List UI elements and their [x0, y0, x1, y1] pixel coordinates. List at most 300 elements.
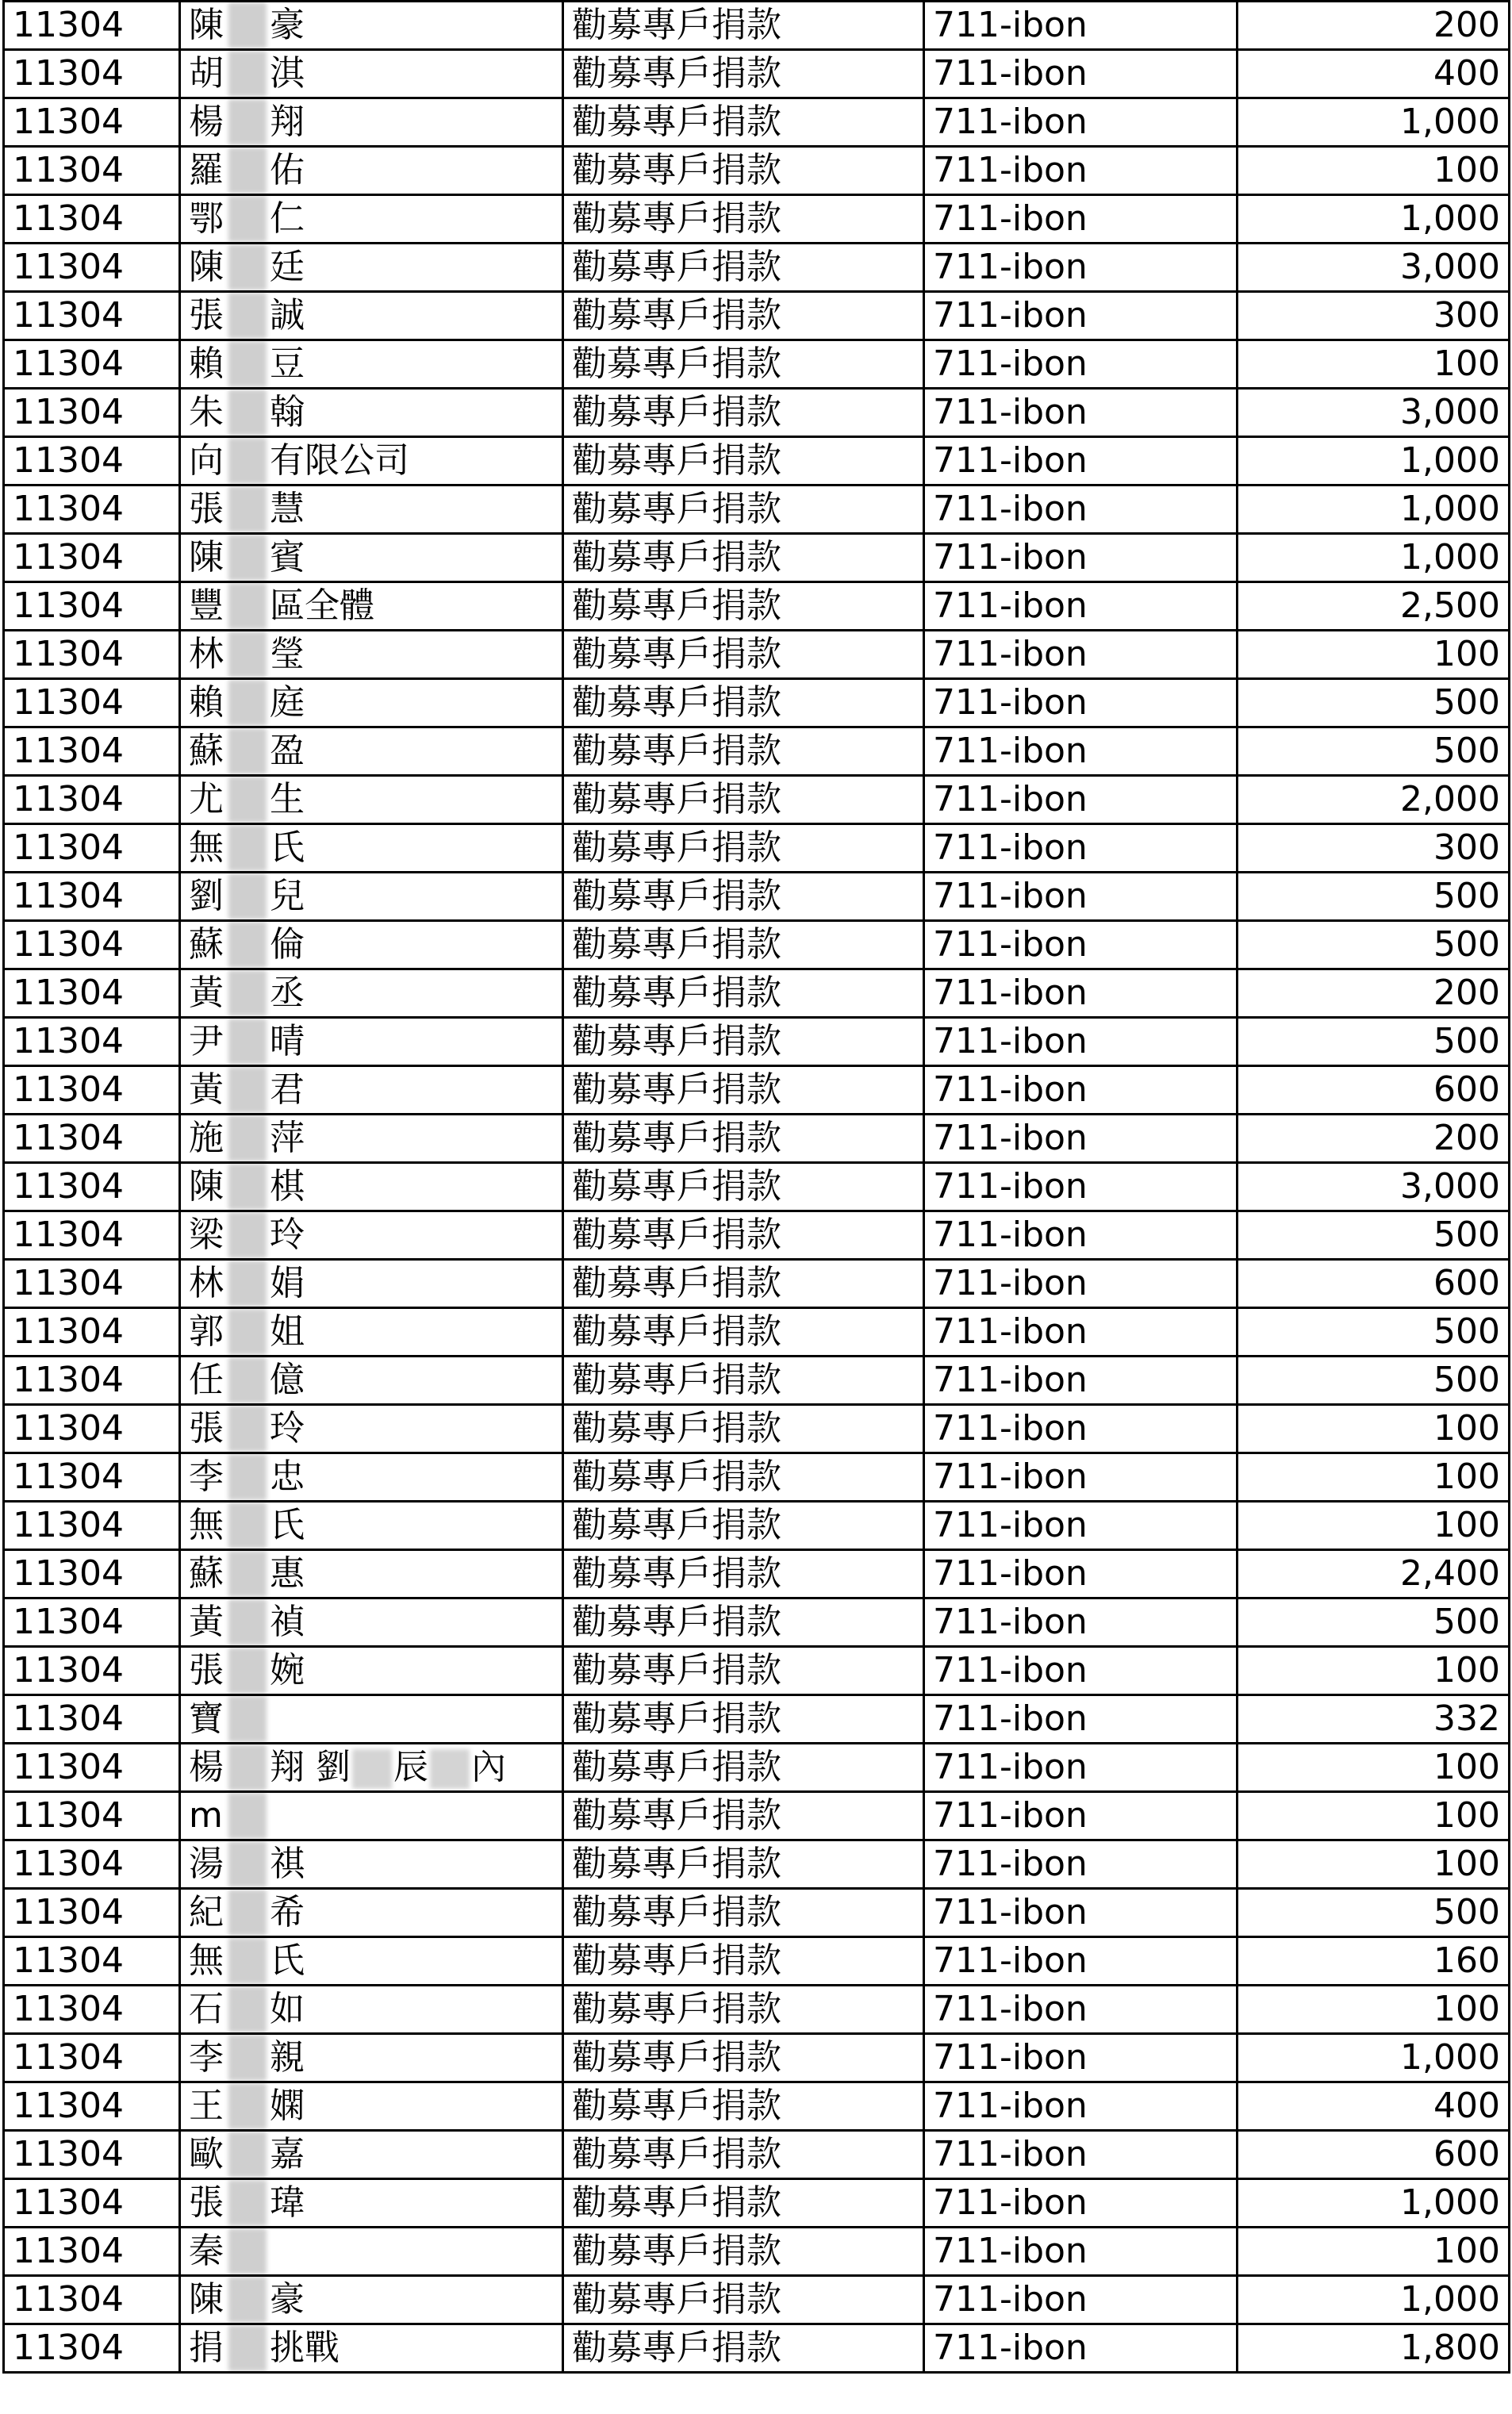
donor-name-cell: [180, 1744, 563, 1792]
channel-cell: 711-ibon: [924, 1986, 1238, 2034]
privacy-mask: [228, 1890, 267, 1936]
donor-surname: 豐: [189, 585, 224, 626]
period-cell: 11304: [4, 2324, 180, 2373]
donor-given-name: 萍: [270, 1118, 305, 1158]
amount-cell: 500: [1238, 679, 1510, 727]
donation-type-cell: 勸募專戶捐款: [563, 631, 924, 679]
donor-given-name: 君: [270, 1069, 305, 1110]
privacy-mask: [228, 728, 267, 774]
period-cell: 11304: [4, 1889, 180, 1937]
table-row: [4, 244, 1510, 292]
channel-cell: 711-ibon: [924, 1308, 1238, 1357]
period-cell: 11304: [4, 969, 180, 1018]
table-row: [4, 1115, 1510, 1163]
privacy-mask: [228, 1454, 267, 1500]
period-cell: 11304: [4, 2131, 180, 2179]
donor-given-name: 億: [270, 1360, 305, 1400]
amount-cell: 100: [1238, 1647, 1510, 1695]
period-cell: 11304: [4, 1937, 180, 1986]
donation-type-cell: 勸募專戶捐款: [563, 437, 924, 485]
donor-given-name: 氏: [270, 1505, 305, 1545]
donation-type-cell: 勸募專戶捐款: [563, 1840, 924, 1889]
table-row: [4, 534, 1510, 582]
amount-cell: 500: [1238, 1598, 1510, 1647]
donor-name-cell: [180, 1115, 563, 1163]
donor-surname: 寶: [189, 1698, 224, 1739]
amount-cell: 400: [1238, 2082, 1510, 2131]
donation-type-cell: 勸募專戶捐款: [563, 1986, 924, 2034]
channel-cell: 711-ibon: [924, 1211, 1238, 1260]
privacy-mask: [228, 873, 267, 919]
period-cell: 11304: [4, 776, 180, 824]
privacy-mask: [228, 2, 267, 48]
donor-name-cell: [180, 1502, 563, 1550]
donor-name-cell: [180, 1840, 563, 1889]
period-cell: 11304: [4, 50, 180, 98]
privacy-mask: [228, 631, 267, 677]
channel-cell: 711-ibon: [924, 776, 1238, 824]
period-cell: 11304: [4, 1115, 180, 1163]
donor-surname: 陳: [189, 247, 224, 287]
amount-cell: 500: [1238, 727, 1510, 776]
channel-cell: 711-ibon: [924, 1405, 1238, 1453]
channel-cell: 711-ibon: [924, 2276, 1238, 2324]
privacy-mask: [352, 1749, 392, 1789]
privacy-mask: [228, 1696, 267, 1742]
channel-cell: 711-ibon: [924, 727, 1238, 776]
donation-type-cell: 勸募專戶捐款: [563, 1260, 924, 1308]
amount-cell: 1,000: [1238, 534, 1510, 582]
table-row: [4, 921, 1510, 969]
table-row: [4, 1163, 1510, 1211]
channel-cell: 711-ibon: [924, 2, 1238, 50]
table-row: [4, 2324, 1510, 2373]
donor-given-name: 淇: [270, 53, 305, 94]
channel-cell: 711-ibon: [924, 1066, 1238, 1115]
amount-cell: 1,000: [1238, 98, 1510, 147]
donation-type-cell: 勸募專戶捐款: [563, 824, 924, 873]
donor-surname: m: [189, 1795, 223, 1836]
period-cell: 11304: [4, 340, 180, 389]
privacy-mask: [228, 148, 267, 194]
channel-cell: 711-ibon: [924, 98, 1238, 147]
table-row: [4, 1744, 1510, 1792]
donor-name-cell: [180, 1550, 563, 1598]
donor-given-name: 賓: [270, 537, 305, 578]
donor-surname: 張: [189, 489, 224, 529]
donor-surname: 陳: [189, 537, 224, 578]
donor-given-name: 豆: [270, 343, 305, 384]
donor-given-name: 翔: [270, 102, 305, 142]
donor-given-name: 翔 劉: [270, 1747, 351, 1787]
donor-name-cell: [180, 727, 563, 776]
donor-name-cell: [180, 1986, 563, 2034]
period-cell: 11304: [4, 824, 180, 873]
donor-name-cell: [180, 292, 563, 340]
table-row: [4, 2034, 1510, 2082]
table-row: [4, 1550, 1510, 1598]
donation-type-cell: 勸募專戶捐款: [563, 340, 924, 389]
donor-name-cell: [180, 1163, 563, 1211]
channel-cell: 711-ibon: [924, 1502, 1238, 1550]
donor-name-cell: [180, 1308, 563, 1357]
donor-name-cell: [180, 2179, 563, 2228]
donor-name-fragment: 內: [471, 1747, 506, 1787]
channel-cell: 711-ibon: [924, 147, 1238, 195]
donor-given-name: 嫻: [270, 2086, 305, 2126]
donor-given-name: 希: [270, 1892, 305, 1932]
donor-surname: 黃: [189, 1602, 224, 1642]
amount-cell: 3,000: [1238, 1163, 1510, 1211]
channel-cell: 711-ibon: [924, 2131, 1238, 2179]
period-cell: 11304: [4, 534, 180, 582]
donor-given-name: 盈: [270, 731, 305, 771]
privacy-mask: [228, 922, 267, 968]
table-row: [4, 1647, 1510, 1695]
donor-name-cell: [180, 1792, 563, 1840]
donor-given-name: 有限公司: [270, 440, 409, 481]
amount-cell: 100: [1238, 147, 1510, 195]
privacy-mask: [228, 1503, 267, 1549]
amount-cell: 300: [1238, 292, 1510, 340]
donation-type-cell: 勸募專戶捐款: [563, 2082, 924, 2131]
donor-name-cell: [180, 1357, 563, 1405]
period-cell: 11304: [4, 1066, 180, 1115]
donation-type-cell: 勸募專戶捐款: [563, 98, 924, 147]
channel-cell: 711-ibon: [924, 1695, 1238, 1744]
amount-cell: 200: [1238, 969, 1510, 1018]
privacy-mask: [228, 2132, 267, 2178]
donor-surname: 歐: [189, 2134, 224, 2174]
amount-cell: 200: [1238, 1115, 1510, 1163]
donor-surname: 湯: [189, 1844, 224, 1884]
amount-cell: 100: [1238, 2228, 1510, 2276]
table-row: [4, 1018, 1510, 1066]
donor-name-cell: [180, 2228, 563, 2276]
donation-type-cell: 勸募專戶捐款: [563, 969, 924, 1018]
donor-surname: 鄂: [189, 198, 224, 239]
period-cell: 11304: [4, 1308, 180, 1357]
table-row: [4, 1840, 1510, 1889]
donation-type-cell: 勸募專戶捐款: [563, 2, 924, 50]
donation-type-cell: 勸募專戶捐款: [563, 2228, 924, 2276]
channel-cell: 711-ibon: [924, 679, 1238, 727]
donor-surname: 林: [189, 1263, 224, 1303]
donation-type-cell: 勸募專戶捐款: [563, 1502, 924, 1550]
donor-surname: 捐: [189, 2328, 224, 2368]
amount-cell: 1,800: [1238, 2324, 1510, 2373]
amount-cell: 400: [1238, 50, 1510, 98]
period-cell: 11304: [4, 485, 180, 534]
donor-surname: 無: [189, 827, 224, 868]
period-cell: 11304: [4, 98, 180, 147]
table-row: [4, 1598, 1510, 1647]
donor-name-cell: [180, 1066, 563, 1115]
period-cell: 11304: [4, 1647, 180, 1695]
table-row: [4, 1357, 1510, 1405]
donor-given-name: 庭: [270, 682, 305, 723]
donor-surname: 秦: [189, 2231, 224, 2271]
channel-cell: 711-ibon: [924, 1018, 1238, 1066]
channel-cell: 711-ibon: [924, 50, 1238, 98]
donation-ledger-table: [2, 0, 1510, 2374]
channel-cell: 711-ibon: [924, 2324, 1238, 2373]
donor-name-cell: [180, 1211, 563, 1260]
amount-cell: 500: [1238, 1211, 1510, 1260]
privacy-mask: [228, 970, 267, 1016]
donation-type-cell: 勸募專戶捐款: [563, 679, 924, 727]
privacy-mask: [228, 51, 267, 97]
period-cell: 11304: [4, 631, 180, 679]
privacy-mask: [228, 777, 267, 823]
period-cell: 11304: [4, 147, 180, 195]
channel-cell: 711-ibon: [924, 292, 1238, 340]
donor-name-cell: [180, 1889, 563, 1937]
privacy-mask: [228, 1406, 267, 1452]
table-row: [4, 2, 1510, 50]
amount-cell: 1,000: [1238, 2276, 1510, 2324]
channel-cell: 711-ibon: [924, 1889, 1238, 1937]
donor-name-cell: [180, 631, 563, 679]
donor-name-cell: [180, 485, 563, 534]
channel-cell: 711-ibon: [924, 2034, 1238, 2082]
privacy-mask: [228, 1648, 267, 1694]
donor-given-name: 區全體: [270, 585, 374, 626]
donor-given-name: 禎: [270, 1602, 305, 1642]
channel-cell: 711-ibon: [924, 1357, 1238, 1405]
donation-type-cell: 勸募專戶捐款: [563, 1792, 924, 1840]
donor-surname: 陳: [189, 5, 224, 45]
donation-type-cell: 勸募專戶捐款: [563, 1695, 924, 1744]
donor-name-cell: [180, 921, 563, 969]
privacy-mask: [228, 1841, 267, 1887]
period-cell: 11304: [4, 727, 180, 776]
donor-given-name: 晴: [270, 1021, 305, 1061]
amount-cell: 100: [1238, 1792, 1510, 1840]
donor-surname: 任: [189, 1360, 224, 1400]
donor-given-name: 仁: [270, 198, 305, 239]
donor-given-name: 玲: [270, 1408, 305, 1449]
channel-cell: 711-ibon: [924, 1115, 1238, 1163]
period-cell: 11304: [4, 244, 180, 292]
amount-cell: 2,500: [1238, 582, 1510, 631]
table-row: [4, 1453, 1510, 1502]
donor-name-cell: [180, 534, 563, 582]
privacy-mask: [228, 1019, 267, 1065]
amount-cell: 100: [1238, 1840, 1510, 1889]
table-row: [4, 1066, 1510, 1115]
privacy-mask: [228, 825, 267, 871]
donor-surname: 施: [189, 1118, 224, 1158]
table-row: [4, 1695, 1510, 1744]
donor-given-name: 生: [270, 779, 305, 819]
privacy-mask: [228, 2083, 267, 2129]
donation-type-cell: 勸募專戶捐款: [563, 1453, 924, 1502]
donor-given-name: 娟: [270, 1263, 305, 1303]
donation-type-cell: 勸募專戶捐款: [563, 1405, 924, 1453]
channel-cell: 711-ibon: [924, 969, 1238, 1018]
channel-cell: 711-ibon: [924, 1453, 1238, 1502]
amount-cell: 100: [1238, 340, 1510, 389]
channel-cell: 711-ibon: [924, 340, 1238, 389]
donor-surname: 李: [189, 1456, 224, 1497]
privacy-mask: [228, 2228, 267, 2274]
donation-type-cell: 勸募專戶捐款: [563, 2276, 924, 2324]
privacy-mask: [228, 2325, 267, 2371]
channel-cell: 711-ibon: [924, 631, 1238, 679]
donor-surname: 石: [189, 1989, 224, 2029]
table-row: [4, 2179, 1510, 2228]
donation-type-cell: 勸募專戶捐款: [563, 1115, 924, 1163]
privacy-mask: [228, 1309, 267, 1355]
donor-given-name: 氏: [270, 827, 305, 868]
privacy-mask: [228, 196, 267, 242]
donation-type-cell: 勸募專戶捐款: [563, 2324, 924, 2373]
amount-cell: 1,000: [1238, 195, 1510, 244]
period-cell: 11304: [4, 921, 180, 969]
privacy-mask: [228, 99, 267, 145]
table-row: [4, 1211, 1510, 1260]
donor-surname: 蘇: [189, 731, 224, 771]
channel-cell: 711-ibon: [924, 389, 1238, 437]
table-row: [4, 1502, 1510, 1550]
donation-type-cell: 勸募專戶捐款: [563, 1937, 924, 1986]
donation-type-cell: 勸募專戶捐款: [563, 1889, 924, 1937]
donation-type-cell: 勸募專戶捐款: [563, 727, 924, 776]
donation-type-cell: 勸募專戶捐款: [563, 485, 924, 534]
donor-given-name: 翰: [270, 392, 305, 432]
donor-surname: 賴: [189, 343, 224, 384]
donor-name-cell: [180, 1695, 563, 1744]
channel-cell: 711-ibon: [924, 873, 1238, 921]
donor-name-cell: [180, 1405, 563, 1453]
donor-given-name: 豪: [270, 5, 305, 45]
donor-name-cell: [180, 389, 563, 437]
table-row: [4, 679, 1510, 727]
donor-name-cell: [180, 1453, 563, 1502]
privacy-mask: [228, 1599, 267, 1645]
period-cell: 11304: [4, 1986, 180, 2034]
table-row: [4, 2228, 1510, 2276]
table-row: [4, 1405, 1510, 1453]
privacy-mask: [228, 1164, 267, 1210]
period-cell: 11304: [4, 2034, 180, 2082]
privacy-mask: [228, 1261, 267, 1307]
privacy-mask: [228, 2035, 267, 2081]
channel-cell: 711-ibon: [924, 2082, 1238, 2131]
amount-cell: 300: [1238, 824, 1510, 873]
donor-given-name: 氏: [270, 1940, 305, 1981]
donation-type-cell: 勸募專戶捐款: [563, 147, 924, 195]
table-row: [4, 389, 1510, 437]
channel-cell: 711-ibon: [924, 1598, 1238, 1647]
table-row: [4, 1308, 1510, 1357]
channel-cell: 711-ibon: [924, 921, 1238, 969]
channel-cell: 711-ibon: [924, 2179, 1238, 2228]
table-row: [4, 340, 1510, 389]
donor-name-fragment: 辰: [393, 1747, 428, 1787]
amount-cell: 100: [1238, 631, 1510, 679]
donor-given-name: 祺: [270, 1844, 305, 1884]
donor-surname: 向: [189, 440, 224, 481]
amount-cell: 500: [1238, 921, 1510, 969]
donor-surname: 楊: [189, 102, 224, 142]
amount-cell: 600: [1238, 1260, 1510, 1308]
channel-cell: 711-ibon: [924, 1260, 1238, 1308]
channel-cell: 711-ibon: [924, 582, 1238, 631]
amount-cell: 2,400: [1238, 1550, 1510, 1598]
donation-type-cell: 勸募專戶捐款: [563, 2034, 924, 2082]
donation-type-cell: 勸募專戶捐款: [563, 1744, 924, 1792]
donor-name-cell: [180, 2324, 563, 2373]
donation-type-cell: 勸募專戶捐款: [563, 1066, 924, 1115]
donor-surname: 林: [189, 634, 224, 674]
period-cell: 11304: [4, 1357, 180, 1405]
donor-surname: 蘇: [189, 924, 224, 965]
donor-given-name: 親: [270, 2037, 305, 2078]
donation-type-cell: 勸募專戶捐款: [563, 776, 924, 824]
privacy-mask: [228, 535, 267, 581]
period-cell: 11304: [4, 2179, 180, 2228]
donation-type-cell: 勸募專戶捐款: [563, 873, 924, 921]
privacy-mask: [228, 1357, 267, 1403]
donor-name-cell: [180, 340, 563, 389]
amount-cell: 1,000: [1238, 485, 1510, 534]
period-cell: 11304: [4, 1260, 180, 1308]
amount-cell: 332: [1238, 1695, 1510, 1744]
donor-given-name: 如: [270, 1989, 305, 2029]
amount-cell: 1,000: [1238, 2179, 1510, 2228]
channel-cell: 711-ibon: [924, 1163, 1238, 1211]
donor-name-cell: [180, 2082, 563, 2131]
table-row: [4, 1792, 1510, 1840]
table-row: [4, 873, 1510, 921]
donation-type-cell: 勸募專戶捐款: [563, 292, 924, 340]
table-row: [4, 776, 1510, 824]
donor-surname: 王: [189, 2086, 224, 2126]
donation-type-cell: 勸募專戶捐款: [563, 2131, 924, 2179]
table-row: [4, 485, 1510, 534]
donor-surname: 黃: [189, 973, 224, 1013]
amount-cell: 600: [1238, 1066, 1510, 1115]
period-cell: 11304: [4, 1744, 180, 1792]
donor-surname: 胡: [189, 53, 224, 94]
donation-type-cell: 勸募專戶捐款: [563, 921, 924, 969]
privacy-mask: [228, 2180, 267, 2226]
privacy-mask: [228, 1551, 267, 1597]
amount-cell: 1,000: [1238, 2034, 1510, 2082]
period-cell: 11304: [4, 292, 180, 340]
table-row: [4, 631, 1510, 679]
donor-given-name: 倫: [270, 924, 305, 965]
amount-cell: 2,000: [1238, 776, 1510, 824]
donor-name-cell: [180, 1647, 563, 1695]
donor-name-cell: [180, 2034, 563, 2082]
donor-surname: 羅: [189, 150, 224, 190]
period-cell: 11304: [4, 2082, 180, 2131]
channel-cell: 711-ibon: [924, 1840, 1238, 1889]
donor-given-name: 誠: [270, 295, 305, 336]
donation-type-cell: 勸募專戶捐款: [563, 389, 924, 437]
amount-cell: 3,000: [1238, 244, 1510, 292]
privacy-mask: [228, 486, 267, 532]
donation-type-cell: 勸募專戶捐款: [563, 1647, 924, 1695]
donor-given-name: 瑋: [270, 2182, 305, 2223]
privacy-mask: [228, 583, 267, 629]
amount-cell: 1,000: [1238, 437, 1510, 485]
donor-given-name: 瑩: [270, 634, 305, 674]
amount-cell: 500: [1238, 1308, 1510, 1357]
